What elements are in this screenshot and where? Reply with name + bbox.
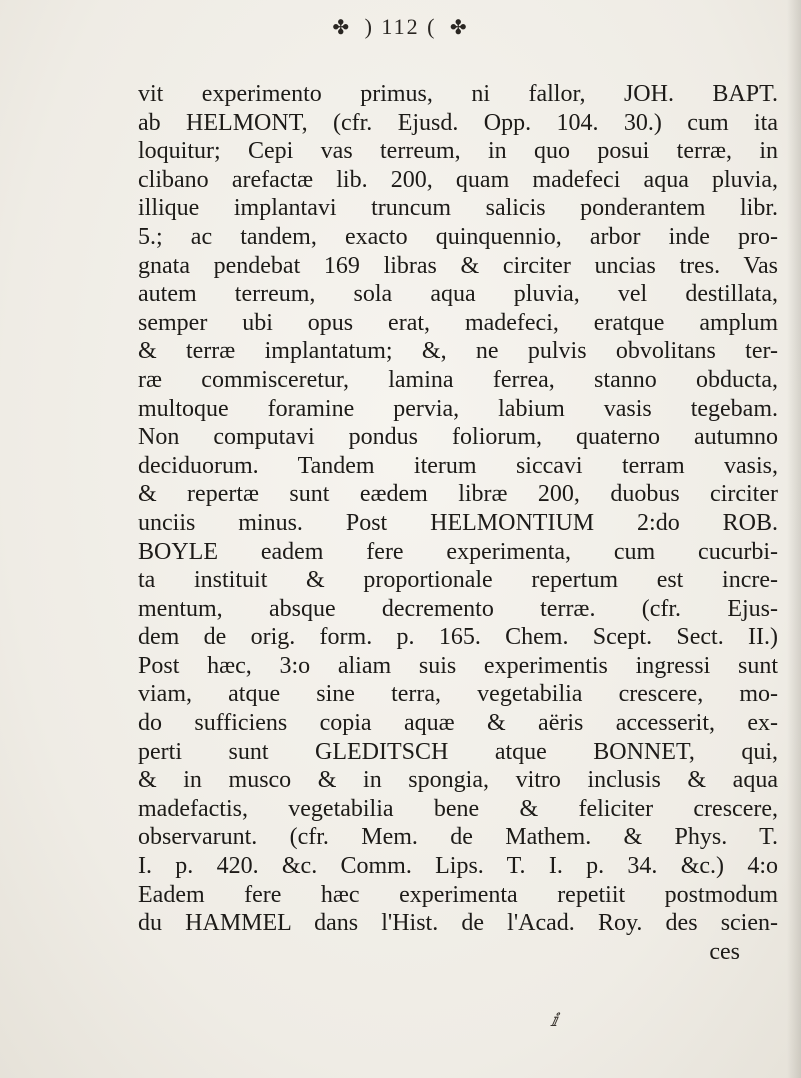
text-line: do sufficiens copia aquæ & aëris accesserit, ex- [138,710,778,737]
ornament-left-icon: ✤ [332,17,352,39]
text-line: & in musco & in spongia, vitro inclusis & aqua [138,767,778,794]
text-line: autem terreum, sola aqua pluvia, vel destillata, [138,281,778,308]
text-line: I. p. 420. &c. Comm. Lips. T. I. p. 34. &c.) 4:o [138,853,778,880]
page-number: ) 112 ( [364,14,437,39]
stray-ink-mark: ⅈ [551,1010,558,1031]
text-line: Non computavi pondus foliorum, quaterno autumno [138,424,778,451]
catchword: ces [709,938,740,965]
text-line: gnata pendebat 169 libras & circiter uncias tres. Vas [138,252,778,279]
page-edge-shadow [787,0,801,1078]
ornament-right-icon: ✤ [449,17,469,39]
text-line: 5.; ac tandem, exacto quinquennio, arbor inde pro- [138,223,778,250]
text-line: ta instituit & proportionale repertum est incre- [138,567,778,594]
text-line: semper ubi opus erat, madefeci, eratque amplum [138,309,778,336]
text-line: madefactis, vegetabilia bene & feliciter crescere, [138,795,778,822]
text-line: BOYLE eadem fere experimenta, cum cucurbi- [138,538,778,565]
text-line: & terræ implantatum; &, ne pulvis obvolitans ter- [138,338,778,365]
text-line: illique implantavi truncum salicis ponderantem libr. [138,195,778,222]
text-line: mentum, absque decremento terræ. (cfr. Ejus- [138,595,778,622]
text-line: clibano arefactæ lib. 200, quam madefeci aqua pluvia, [138,166,778,193]
text-line: deciduorum. Tandem iterum siccavi terram vasis, [138,452,778,479]
text-line: du HAMMEL dans l'Hist. de l'Acad. Roy. des scien- [138,910,778,937]
text-line: ab HELMONT, (cfr. Ejusd. Opp. 104. 30.) cum ita [138,109,778,136]
text-line: Post hæc, 3:o aliam suis experimentis ingressi sunt [138,652,778,679]
text-line: & repertæ sunt eædem libræ 200, duobus circiter [138,481,778,508]
text-line: observarunt. (cfr. Mem. de Mathem. & Phys. T. [138,824,778,851]
text-line: ræ commisceretur, lamina ferrea, stanno obducta, [138,366,778,393]
text-line: dem de orig. form. p. 165. Chem. Scept. Sect. II.) [138,624,778,651]
text-line: perti sunt GLEDITSCH atque BONNET, qui, [138,738,778,765]
text-line: multoque foramine pervia, labium vasis tegebam. [138,395,778,422]
text-line: vit experimento primus, ni fallor, JOH. BAPT. [138,81,778,107]
text-line: unciis minus. Post HELMONTIUM 2:do ROB. [138,509,778,536]
body-text [138,80,778,966]
text-line: loquitur; Cepi vas terreum, in quo posui terræ, in [138,138,778,165]
page-header [0,14,801,40]
text-line: Eadem fere hæc experimenta repetiit postmodum [138,881,778,908]
text-line: viam, atque sine terra, vegetabilia crescere, mo- [138,681,778,708]
